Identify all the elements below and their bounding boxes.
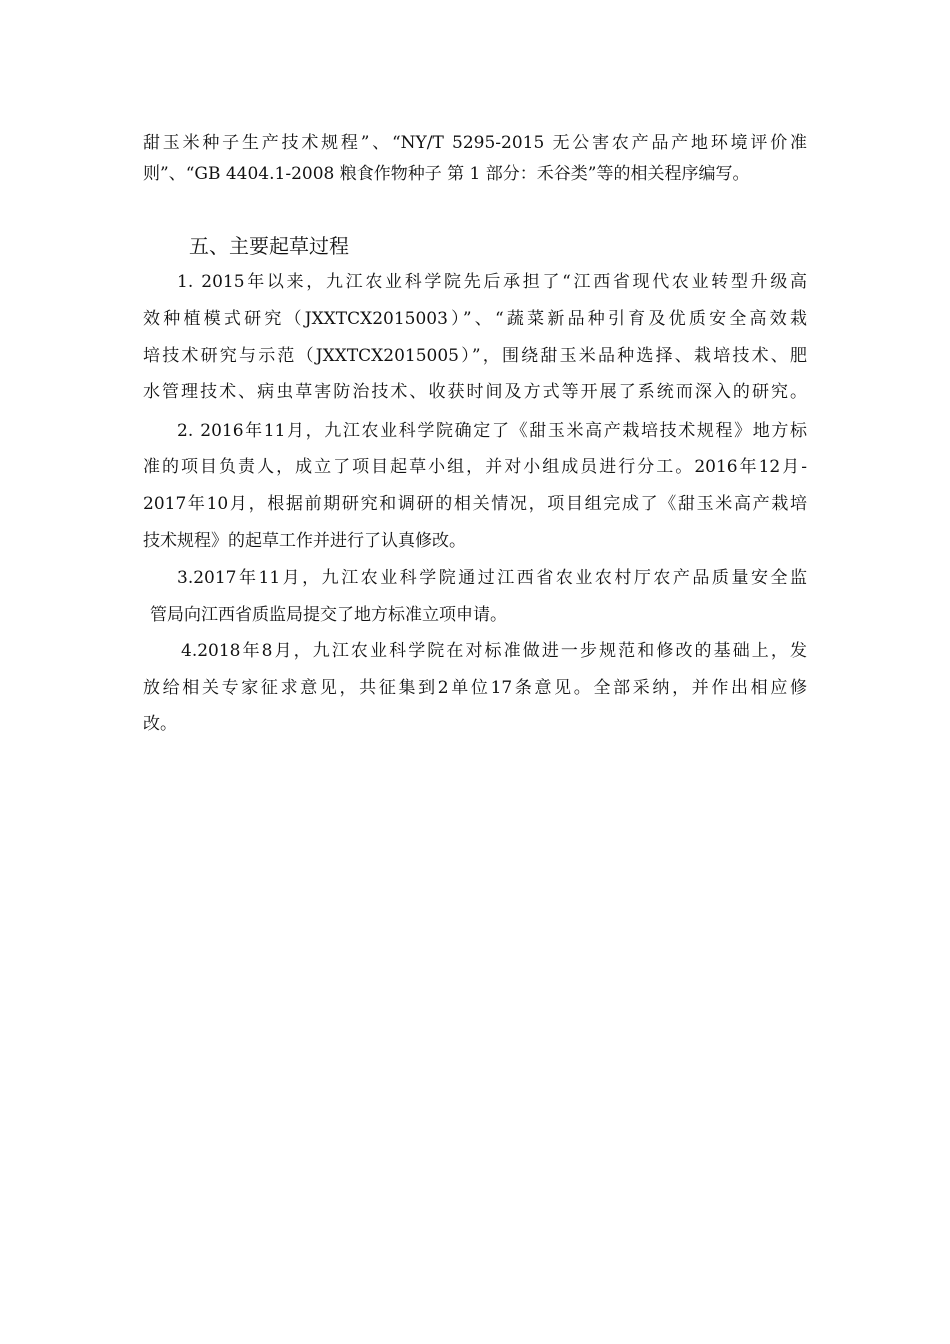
item2-line-4: 技术规程》的起草工作并进行了认真修改。 <box>143 531 466 551</box>
item4-line-1: 4.2018年8月，九江农业科学院在对标准做进一步规范和修改的基础上，发 <box>181 641 807 661</box>
item2-line-1: 2. 2016年11月，九江农业科学院确定了《甜玉米高产栽培技术规程》地方标 <box>177 421 807 441</box>
item2-line-3: 2017年10月，根据前期研究和调研的相关情况，项目组完成了《甜玉米高产栽培 <box>143 494 807 514</box>
item4-line-3: 改。 <box>143 714 177 734</box>
item1-line-3: 培技术研究与示范（JXXTCX2015005）”，围绕甜玉米品种选择、栽培技术、肥 <box>143 346 807 366</box>
item3-line-2: 管局向江西省质监局提交了地方标准立项申请。 <box>150 605 507 625</box>
item3-line-1: 3.2017年11月，九江农业科学院通过江西省农业农村厅农产品质量安全监 <box>177 568 807 588</box>
intro-line-1: 甜玉米种子生产技术规程”、“NY/T 5295-2015 无公害农产品产地环境评价准 <box>143 133 807 153</box>
item1-line-2: 效种植模式研究（JXXTCX2015003）”、“蔬菜新品种引育及优质安全高效栽 <box>143 309 807 329</box>
item1-line-1: 1. 2015年以来，九江农业科学院先后承担了“江西省现代农业转型升级高 <box>177 272 807 292</box>
section-heading: 五、主要起草过程 <box>189 234 349 258</box>
item4-line-2: 放给相关专家征求意见，共征集到2单位17条意见。全部采纳，并作出相应修 <box>143 678 807 698</box>
item1-line-4: 水管理技术、病虫草害防治技术、收获时间及方式等开展了系统而深入的研究。 <box>143 382 807 402</box>
intro-line-2: 则”、“GB 4404.1-2008 粮食作物种子 第 1 部分：禾谷类”等的相关程序编写。 <box>143 164 750 184</box>
item2-line-2: 准的项目负责人，成立了项目起草小组，并对小组成员进行分工。2016年12月- <box>143 457 807 477</box>
